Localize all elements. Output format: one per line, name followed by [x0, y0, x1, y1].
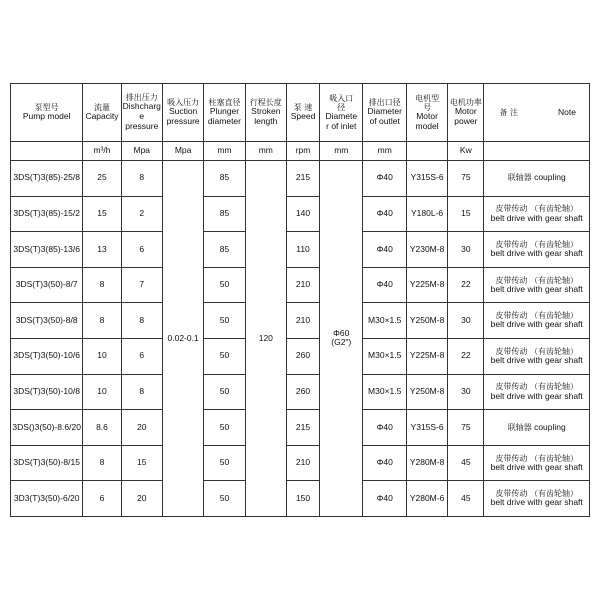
note-zh: 皮带传动 （有齿轮轴） [495, 346, 578, 356]
pump-spec-table [10, 83, 590, 517]
cell-motor-power: 22 [448, 338, 484, 374]
cell-plunger: 85 [204, 196, 245, 232]
cell-plunger: 85 [204, 161, 245, 197]
units-row [11, 142, 590, 161]
header-plunger: 柱塞直径 Plunger diameter [204, 84, 245, 142]
cell-motor-model: Y225M-8 [406, 267, 447, 303]
cell-inlet [320, 161, 363, 517]
cell-outlet: M30×1.5 [363, 374, 406, 410]
note-en: belt drive with gear shaft [490, 390, 583, 401]
cell-motor-model: Y280M-8 [406, 445, 447, 481]
table-body [11, 84, 590, 517]
note-en: belt drive with gear shaft [490, 212, 583, 223]
cell-note [484, 196, 590, 232]
cell-note [484, 303, 590, 339]
cell-outlet: Φ40 [363, 481, 406, 517]
table-row [11, 374, 590, 410]
cell-capacity: 13 [83, 232, 121, 268]
cell-capacity: 6 [83, 481, 121, 517]
cell-note [484, 338, 590, 374]
note-zh: 皮带传动 （有齿轮轴） [495, 240, 578, 249]
cell-motor-model: Y315S-6 [406, 161, 447, 197]
cell-capacity: 10 [83, 338, 121, 374]
cell-note [484, 374, 590, 410]
cell-motor-power: 75 [448, 161, 484, 197]
cell-outlet: Φ40 [363, 161, 406, 197]
header-capacity: 流量 Capacity [83, 84, 121, 142]
cell-speed: 215 [286, 410, 319, 446]
cell-note [484, 267, 590, 303]
note-zh: 皮带传动 （有齿轮轴） [495, 489, 578, 499]
note-zh: 皮带传动 （有齿轮轴） [495, 311, 578, 321]
cell-motor-model: Y180L-6 [406, 196, 447, 232]
cell-plunger: 50 [204, 303, 245, 339]
table-row [11, 303, 590, 339]
header-row [11, 84, 590, 142]
cell-outlet: Φ40 [363, 410, 406, 446]
cell-speed: 110 [286, 232, 319, 268]
note-zh: 皮带传动 （有齿轮轴） [495, 204, 578, 214]
cell-discharge: 8 [121, 161, 162, 197]
cell-outlet: Φ40 [363, 232, 406, 268]
cell-motor-model: Y250M-8 [406, 374, 447, 410]
header-stroke: 行程长度 Stroken length [245, 84, 286, 142]
cell-plunger: 50 [204, 481, 245, 517]
cell-capacity: 15 [83, 196, 121, 232]
unit-capacity: m³/h [83, 142, 121, 161]
unit-stroke: mm [245, 142, 286, 161]
cell-plunger: 50 [204, 267, 245, 303]
cell-note [484, 481, 590, 517]
table-row [11, 338, 590, 374]
cell-capacity: 8 [83, 303, 121, 339]
cell-outlet: Φ40 [363, 267, 406, 303]
unit-note [484, 142, 590, 161]
header-speed: 泵 速 Speed [286, 84, 319, 142]
cell-model: 3DS(T)3(50)-10/6 [11, 338, 83, 374]
cell-model: 3DS()3(50)-8.6/20 [11, 410, 83, 446]
note-zh: 皮带传动 （有齿轮轴） [495, 275, 578, 285]
cell-motor-power: 75 [448, 410, 484, 446]
cell-discharge: 2 [121, 196, 162, 232]
cell-motor-power: 45 [448, 481, 484, 517]
cell-note [484, 161, 590, 197]
cell-discharge: 15 [121, 445, 162, 481]
cell-plunger: 85 [204, 232, 245, 268]
note-en: coupling [534, 172, 566, 183]
cell-plunger: 50 [204, 338, 245, 374]
unit-motor-model [406, 142, 447, 161]
cell-motor-power: 45 [448, 445, 484, 481]
table-row [11, 445, 590, 481]
cell-discharge: 8 [121, 374, 162, 410]
cell-speed: 215 [286, 161, 319, 197]
cell-discharge: 20 [121, 410, 162, 446]
cell-motor-model: Y230M-8 [406, 232, 447, 268]
cell-speed: 150 [286, 481, 319, 517]
unit-model [11, 142, 83, 161]
cell-speed: 140 [286, 196, 319, 232]
cell-outlet: Φ40 [363, 445, 406, 481]
table-row [11, 196, 590, 232]
cell-speed: 260 [286, 374, 319, 410]
cell-model: 3DS(T)3(85)-13/6 [11, 232, 83, 268]
cell-motor-power: 30 [448, 232, 484, 268]
note-en: belt drive with gear shaft [490, 461, 583, 472]
header-inlet: 吸入口 径 Diamete r of inlet [320, 84, 363, 142]
cell-capacity: 25 [83, 161, 121, 197]
unit-motor-power: Kw [448, 142, 484, 161]
note-en: belt drive with gear shaft [490, 319, 583, 330]
cell-model: 3DS(T)3(50)-8/8 [11, 303, 83, 339]
table-row [11, 267, 590, 303]
cell-motor-model: Y225M-8 [406, 338, 447, 374]
cell-note [484, 445, 590, 481]
note-en: belt drive with gear shaft [490, 497, 583, 508]
header-model: 泵型号 Pump model [11, 84, 83, 142]
cell-capacity: 8 [83, 267, 121, 303]
table-row [11, 232, 590, 268]
cell-motor-model: Y280M-6 [406, 481, 447, 517]
cell-motor-power: 15 [448, 196, 484, 232]
note-en: belt drive with gear shaft [490, 283, 583, 294]
cell-note [484, 410, 590, 446]
cell-speed: 260 [286, 338, 319, 374]
note-en: coupling [534, 421, 566, 432]
cell-motor-model: Y315S-6 [406, 410, 447, 446]
unit-suction: Mpa [162, 142, 203, 161]
cell-plunger: 50 [204, 374, 245, 410]
note-zh: 皮带传动 （有齿轮轴） [495, 382, 578, 392]
note-en: belt drive with gear shaft [490, 248, 583, 259]
table-row [11, 410, 590, 446]
cell-model: 3DS(T)3(50)-10/8 [11, 374, 83, 410]
unit-discharge: Mpa [121, 142, 162, 161]
header-motor-power: 电机功率 Motor power [448, 84, 484, 142]
cell-speed: 210 [286, 303, 319, 339]
cell-outlet: Φ40 [363, 196, 406, 232]
header-outlet: 排出口径 Diameter of outlet [363, 84, 406, 142]
inlet-thread: (G2") [331, 337, 352, 348]
cell-speed: 210 [286, 267, 319, 303]
table-row [11, 161, 590, 197]
cell-motor-model: Y250M-8 [406, 303, 447, 339]
note-zh: 皮带传动 （有齿轮轴） [495, 453, 578, 463]
cell-outlet: M30×1.5 [363, 338, 406, 374]
note-zh: 联轴器 [507, 173, 532, 183]
cell-model: 3DS(T)3(85)-15/2 [11, 196, 83, 232]
cell-capacity: 8.6 [83, 410, 121, 446]
cell-plunger: 50 [204, 445, 245, 481]
note-en: belt drive with gear shaft [490, 354, 583, 365]
unit-outlet: mm [363, 142, 406, 161]
header-discharge: 排出压力 Dishcharg e pressure [121, 84, 162, 142]
inlet-diameter: Φ60 [333, 327, 350, 338]
unit-speed: rpm [286, 142, 319, 161]
cell-note [484, 232, 590, 268]
cell-discharge: 8 [121, 303, 162, 339]
header-note: 备 注 Note [484, 84, 590, 142]
cell-model: 3D3(T)3(50)-6/20 [11, 481, 83, 517]
cell-discharge: 6 [121, 232, 162, 268]
cell-speed: 210 [286, 445, 319, 481]
cell-outlet: M30×1.5 [363, 303, 406, 339]
cell-motor-power: 30 [448, 374, 484, 410]
cell-model: 3DS(T)3(50)-8/7 [11, 267, 83, 303]
cell-discharge: 6 [121, 338, 162, 374]
cell-discharge: 20 [121, 481, 162, 517]
table-row [11, 481, 590, 517]
cell-motor-power: 30 [448, 303, 484, 339]
cell-suction: 0.02-0.1 [162, 161, 203, 517]
note-zh: 联轴器 [507, 422, 532, 432]
cell-capacity: 10 [83, 374, 121, 410]
cell-model: 3DS(T)3(50)-8/15 [11, 445, 83, 481]
cell-motor-power: 22 [448, 267, 484, 303]
header-motor-model: 电机型 号 Motor model [406, 84, 447, 142]
unit-inlet: mm [320, 142, 363, 161]
cell-stroke: 120 [245, 161, 286, 517]
cell-capacity: 8 [83, 445, 121, 481]
cell-model: 3DS(T)3(85)-25/8 [11, 161, 83, 197]
cell-plunger: 50 [204, 410, 245, 446]
header-suction: 吸入压力 Suction pressure [162, 84, 203, 142]
cell-discharge: 7 [121, 267, 162, 303]
unit-plunger: mm [204, 142, 245, 161]
